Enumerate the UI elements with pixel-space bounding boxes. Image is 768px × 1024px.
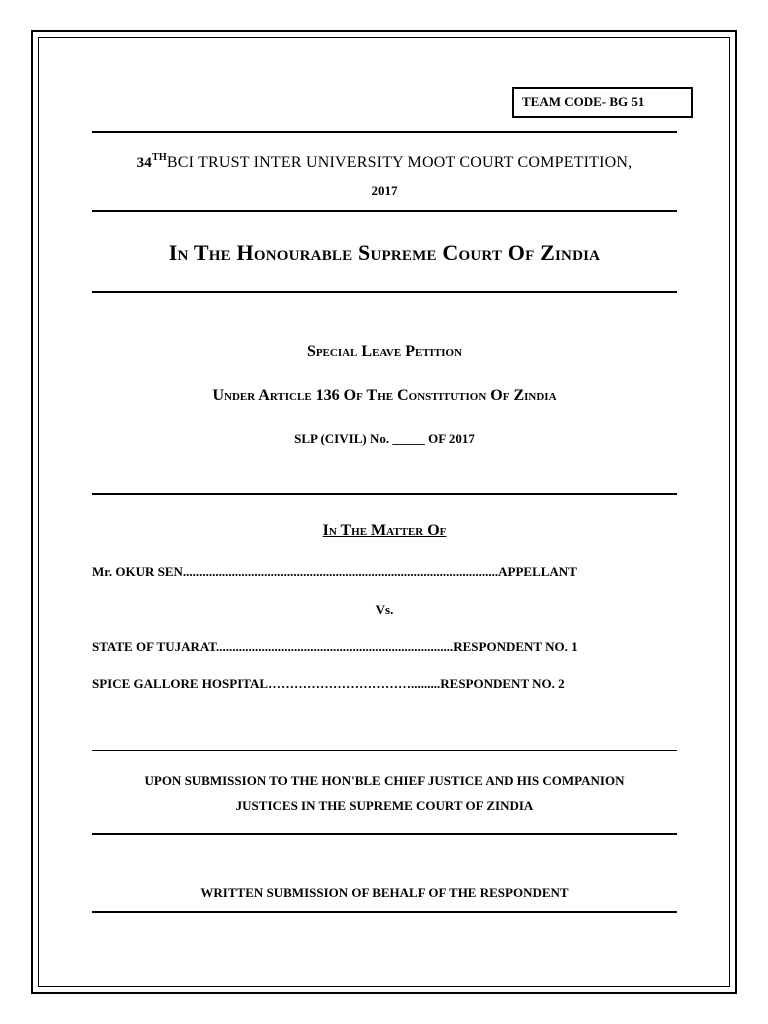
petition-type: Special Leave Petition — [306, 343, 463, 360]
page-inner-border — [38, 37, 730, 987]
submission-text — [92, 768, 677, 818]
respondent-2-line: SPICE GALLORE HOSPITAL…………………………….........RESPONDENT NO. 2 — [92, 676, 565, 691]
article-suffix: Of The Constitution Of Zindia — [343, 387, 557, 404]
matter-heading — [92, 522, 677, 540]
matter-heading-text: In The Matter Of — [322, 522, 447, 539]
divider-submission — [92, 833, 677, 835]
slp-number: SLP (CIVIL) No. _____ OF 2017 — [294, 431, 475, 446]
competition-ordinal: 34 — [136, 155, 153, 171]
divider-court — [92, 291, 677, 293]
divider-top — [92, 131, 677, 133]
divider-competition — [92, 210, 677, 212]
divider-parties — [92, 750, 677, 751]
versus-label: Vs. — [375, 602, 394, 617]
appellant-line: Mr. OKUR SEN.................................................................................................APPELLANT — [92, 564, 577, 579]
divider-bottom — [92, 911, 677, 913]
court-title: In The Honourable Supreme Court Of Zindia — [168, 240, 601, 265]
competition-ordinal-suffix: TH — [152, 152, 167, 163]
divider-petition — [92, 493, 677, 495]
competition-year: 2017 — [371, 183, 398, 198]
submission-line-2: JUSTICES IN THE SUPREME COURT OF ZINDIA — [235, 798, 534, 813]
article-prefix: Under Article — [212, 387, 312, 404]
competition-title — [92, 152, 677, 172]
petition-article — [92, 387, 677, 405]
written-submission: WRITTEN SUBMISSION OF BEHALF OF THE RESPONDENT — [200, 885, 569, 900]
team-code-box: TEAM CODE- BG 51 — [512, 87, 693, 118]
competition-name: BCI TRUST INTER UNIVERSITY MOOT COURT COMPETITION, — [166, 154, 633, 171]
submission-line-1: UPON SUBMISSION TO THE HON'BLE CHIEF JUSTICE AND HIS COMPANION — [144, 773, 625, 788]
respondent-1-line: STATE OF TUJARAT.........................................................................RESPONDENT NO. 1 — [92, 639, 578, 654]
article-number: 136 — [315, 387, 340, 404]
